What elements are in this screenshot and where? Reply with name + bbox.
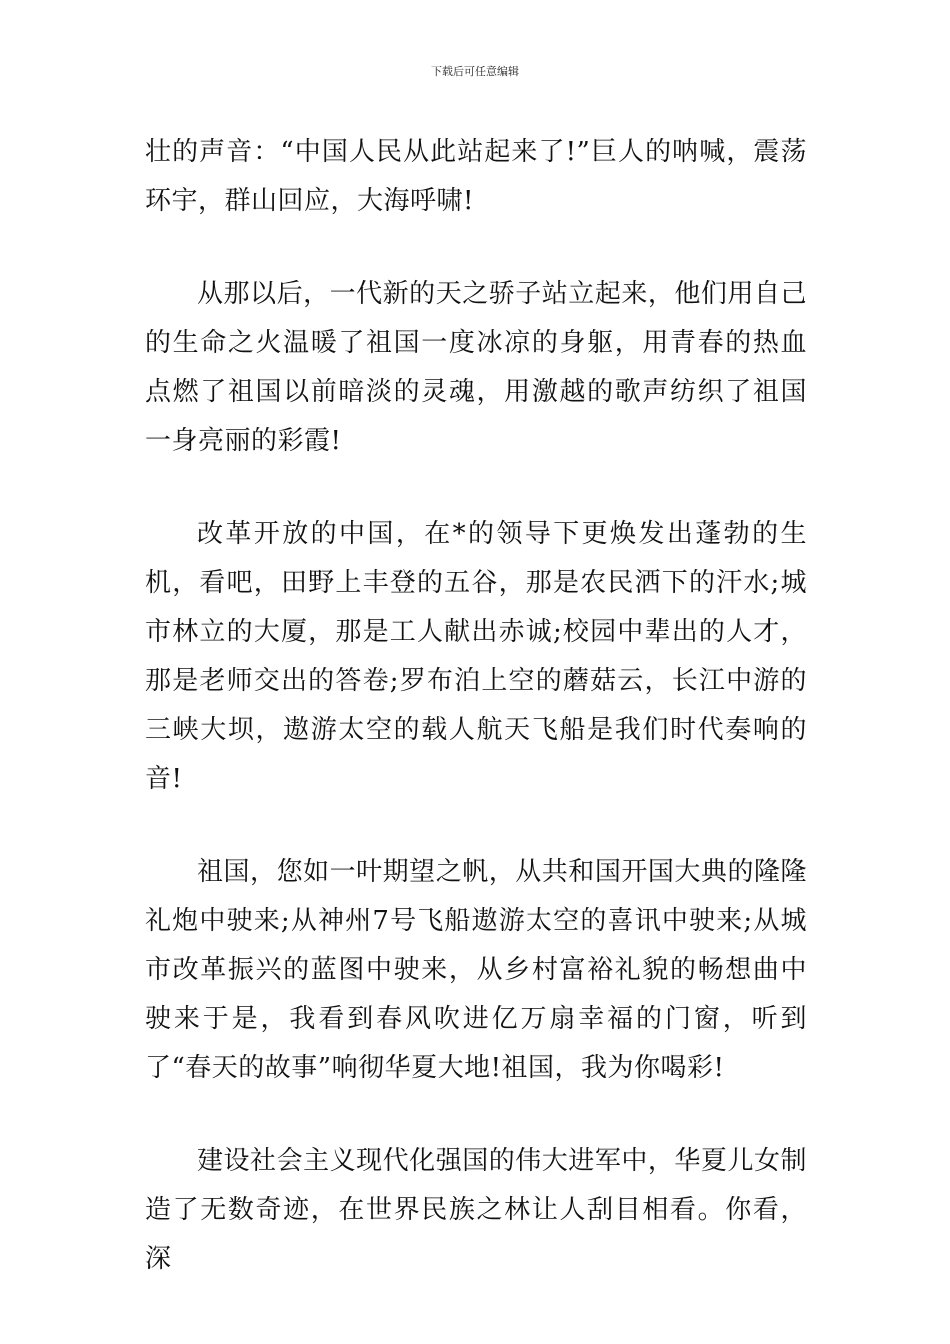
paragraph-3: 改革开放的中国，在*的领导下更焕发出蓬勃的生机，看吧，田野上丰登的五谷，那是农民洒下的汗水;城市林立的大厦，那是工人献出赤诚;校园中辈出的人才，那是老师交出的答卷;罗布泊上空的蘑菇云，长江中游的三峡大坝，遨游太空的载人航天飞船是我们时代奏响的音! <box>145 519 807 794</box>
paragraph-1: 壮的声音：“中国人民从此站起来了!”巨人的呐喊，震荡环宇，群山回应，大海呼啸! <box>145 137 807 216</box>
document-body <box>145 128 807 1328</box>
paragraph-4: 祖国，您如一叶期望之帆，从共和国开国大典的隆隆礼炮中驶来;从神州7号飞船遨游太空的喜讯中驶来;从城市改革振兴的蓝图中驶来，从乡村富裕礼貌的畅想曲中驶来于是，我看到春风吹进亿万扇幸福的门窗，听到了“春天的故事”响彻华夏大地!祖国，我为你喝彩! <box>145 857 807 1083</box>
paragraph-2: 从那以后，一代新的天之骄子站立起来，他们用自己的生命之火温暖了祖国一度冰凉的身躯，用青春的热血点燃了祖国以前暗淡的灵魂，用激越的歌声纺织了祖国一身亮丽的彩霞! <box>145 279 807 456</box>
paragraph-5: 建设社会主义现代化强国的伟大进军中，华夏儿女制造了无数奇迹，在世界民族之林让人刮目相看。你看，深 <box>145 1146 807 1274</box>
page-header: 下载后可任意编辑 <box>431 65 519 78</box>
